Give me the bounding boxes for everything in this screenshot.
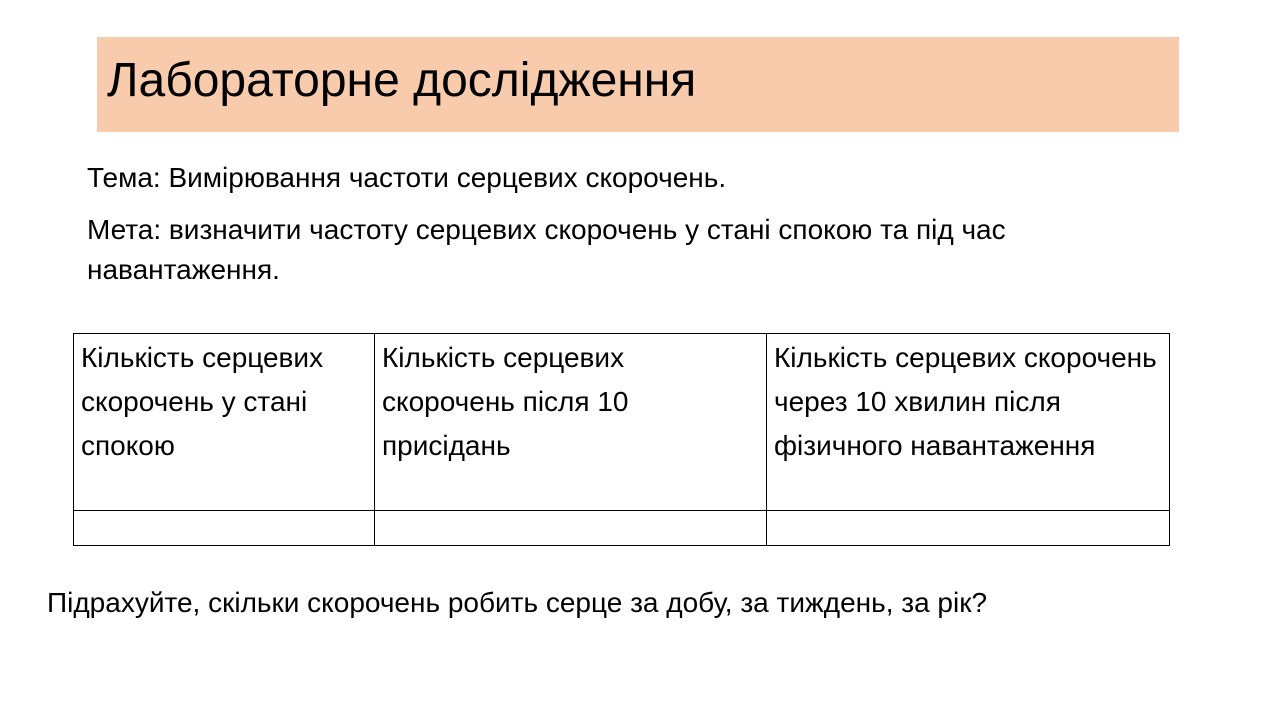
table-row bbox=[74, 511, 1170, 546]
table-cell[interactable] bbox=[74, 511, 375, 546]
header-cell-after-recovery: Кількість серцевих скорочень через 10 хвилин після фізичного навантаження bbox=[767, 334, 1170, 511]
table-cell[interactable] bbox=[767, 511, 1170, 546]
slide-title: Лабораторне дослідження bbox=[107, 54, 697, 107]
header-cell-rest: Кількість серцевих скорочень у стані спокою bbox=[74, 334, 375, 511]
header-cell-after-squats: Кількість серцевих скорочень після 10 присідань bbox=[375, 334, 767, 511]
goal-text: Мета: визначити частоту серцевих скорочень у стані спокою та під час навантаження. bbox=[87, 214, 1006, 285]
table-cell[interactable] bbox=[375, 511, 767, 546]
table-header-row bbox=[74, 334, 1170, 511]
question-text: Підрахуйте, скільки скорочень робить серце за добу, за тиждень, за рік? bbox=[47, 587, 988, 618]
measurements-table bbox=[73, 333, 1170, 546]
title-banner bbox=[97, 37, 1179, 132]
topic-text: Тема: Вимірювання частоти серцевих скорочень. bbox=[87, 162, 727, 193]
